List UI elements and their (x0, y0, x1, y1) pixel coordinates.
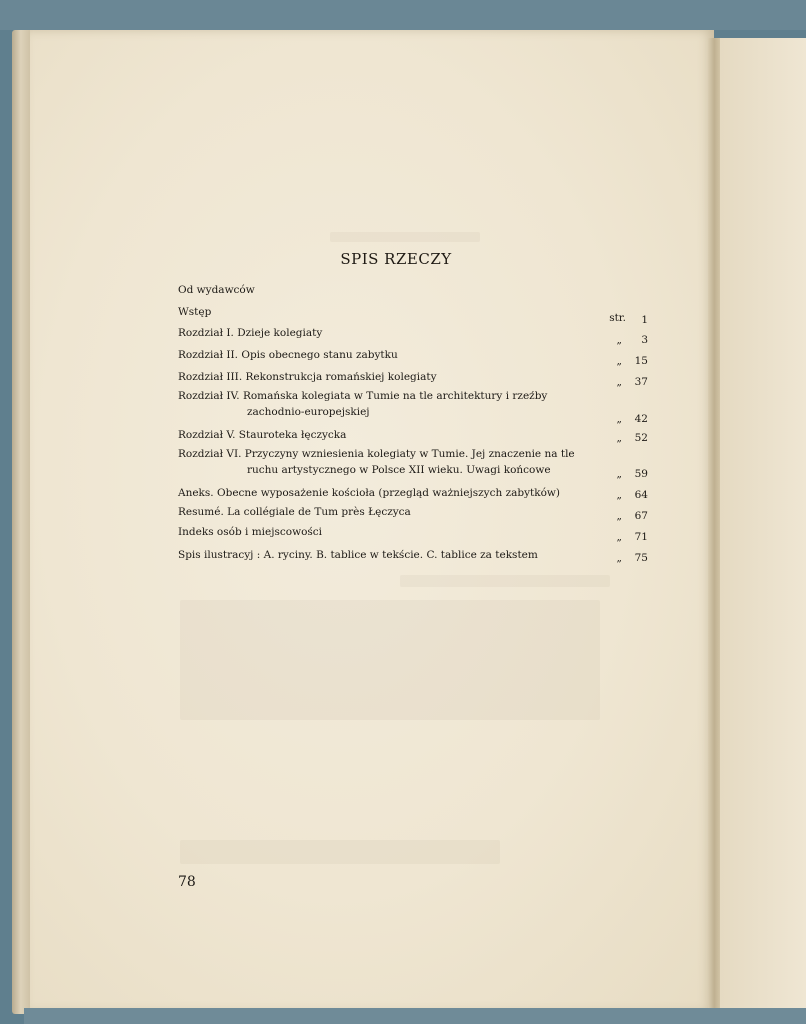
scan-background-bottom (24, 1008, 806, 1024)
show-through (180, 600, 600, 720)
toc-entry-page: 37 (634, 376, 648, 388)
toc-entry-line: ruchu artystycznego w Polsce XII wieku. Uwagi końcowe (247, 464, 551, 476)
facing-page-edge (720, 38, 806, 1012)
ditto-mark: „ (616, 531, 622, 543)
ditto-mark: „ (616, 552, 622, 564)
toc-entry-page: 67 (634, 510, 648, 522)
ditto-mark: „ (616, 413, 622, 425)
ditto-mark: „ (616, 510, 622, 522)
page-title: SPIS RZECZY (340, 250, 452, 268)
toc-entry-page: 52 (634, 432, 648, 444)
toc-entry-page: 42 (634, 413, 648, 425)
toc-entry-line: Rozdział IV. Romańska kolegiata w Tumie na tle architektury i rzeźby (178, 390, 548, 402)
page-number: 78 (178, 874, 196, 890)
toc-entry-title: Indeks osób i miejscowości (178, 526, 323, 538)
toc-entry-page: 71 (634, 531, 648, 543)
toc-entry-title: Rozdział III. Rekonstrukcja romańskiej kolegiaty (178, 371, 437, 383)
toc-entry-line: Rozdział VI. Przyczyny wzniesienia kolegiaty w Tumie. Jej znaczenie na tle (178, 448, 575, 460)
show-through (330, 232, 480, 242)
toc-entry-title: Spis ilustracyj : A. ryciny. B. tablice w tekście. C. tablice za tekstem (178, 549, 538, 561)
toc-entry-page: 15 (634, 355, 648, 367)
ditto-mark: „ (616, 489, 622, 501)
ditto-mark: „ (616, 334, 622, 346)
toc-entry-page: 3 (641, 334, 648, 346)
toc-entry-page: 59 (634, 468, 648, 480)
ditto-mark: „ (616, 376, 622, 388)
toc-entry-page: 64 (634, 489, 648, 501)
ditto-mark: „ (616, 432, 622, 444)
toc-entry-title: Aneks. Obecne wyposażenie kościoła (przegląd ważniejszych zabytków) (178, 487, 561, 499)
toc-entry-page: 1 (641, 314, 648, 326)
book-page (30, 30, 714, 1012)
toc-entry-title: Rozdział I. Dzieje kolegiaty (178, 327, 323, 339)
ditto-mark: „ (616, 468, 622, 480)
show-through (180, 840, 500, 864)
toc-entry-title (178, 446, 598, 478)
toc-entry-title: Rozdział II. Opis obecnego stanu zabytku (178, 349, 398, 361)
toc-entry-title: Od wydawców (178, 284, 255, 296)
page-column-label: str. (609, 312, 626, 324)
scan-background (0, 0, 806, 30)
toc-entry-title (178, 388, 598, 420)
show-through (400, 575, 610, 587)
toc-entry-title: Rozdział V. Stauroteka łęczycka (178, 429, 347, 441)
toc-entry-title: Wstęp (178, 306, 212, 318)
toc-entry-page: 75 (634, 552, 648, 564)
toc-entry-title: Resumé. La collégiale de Tum près Łęczyca (178, 506, 411, 518)
toc-entry-line: zachodnio-europejskiej (247, 406, 370, 418)
ditto-mark: „ (616, 355, 622, 367)
